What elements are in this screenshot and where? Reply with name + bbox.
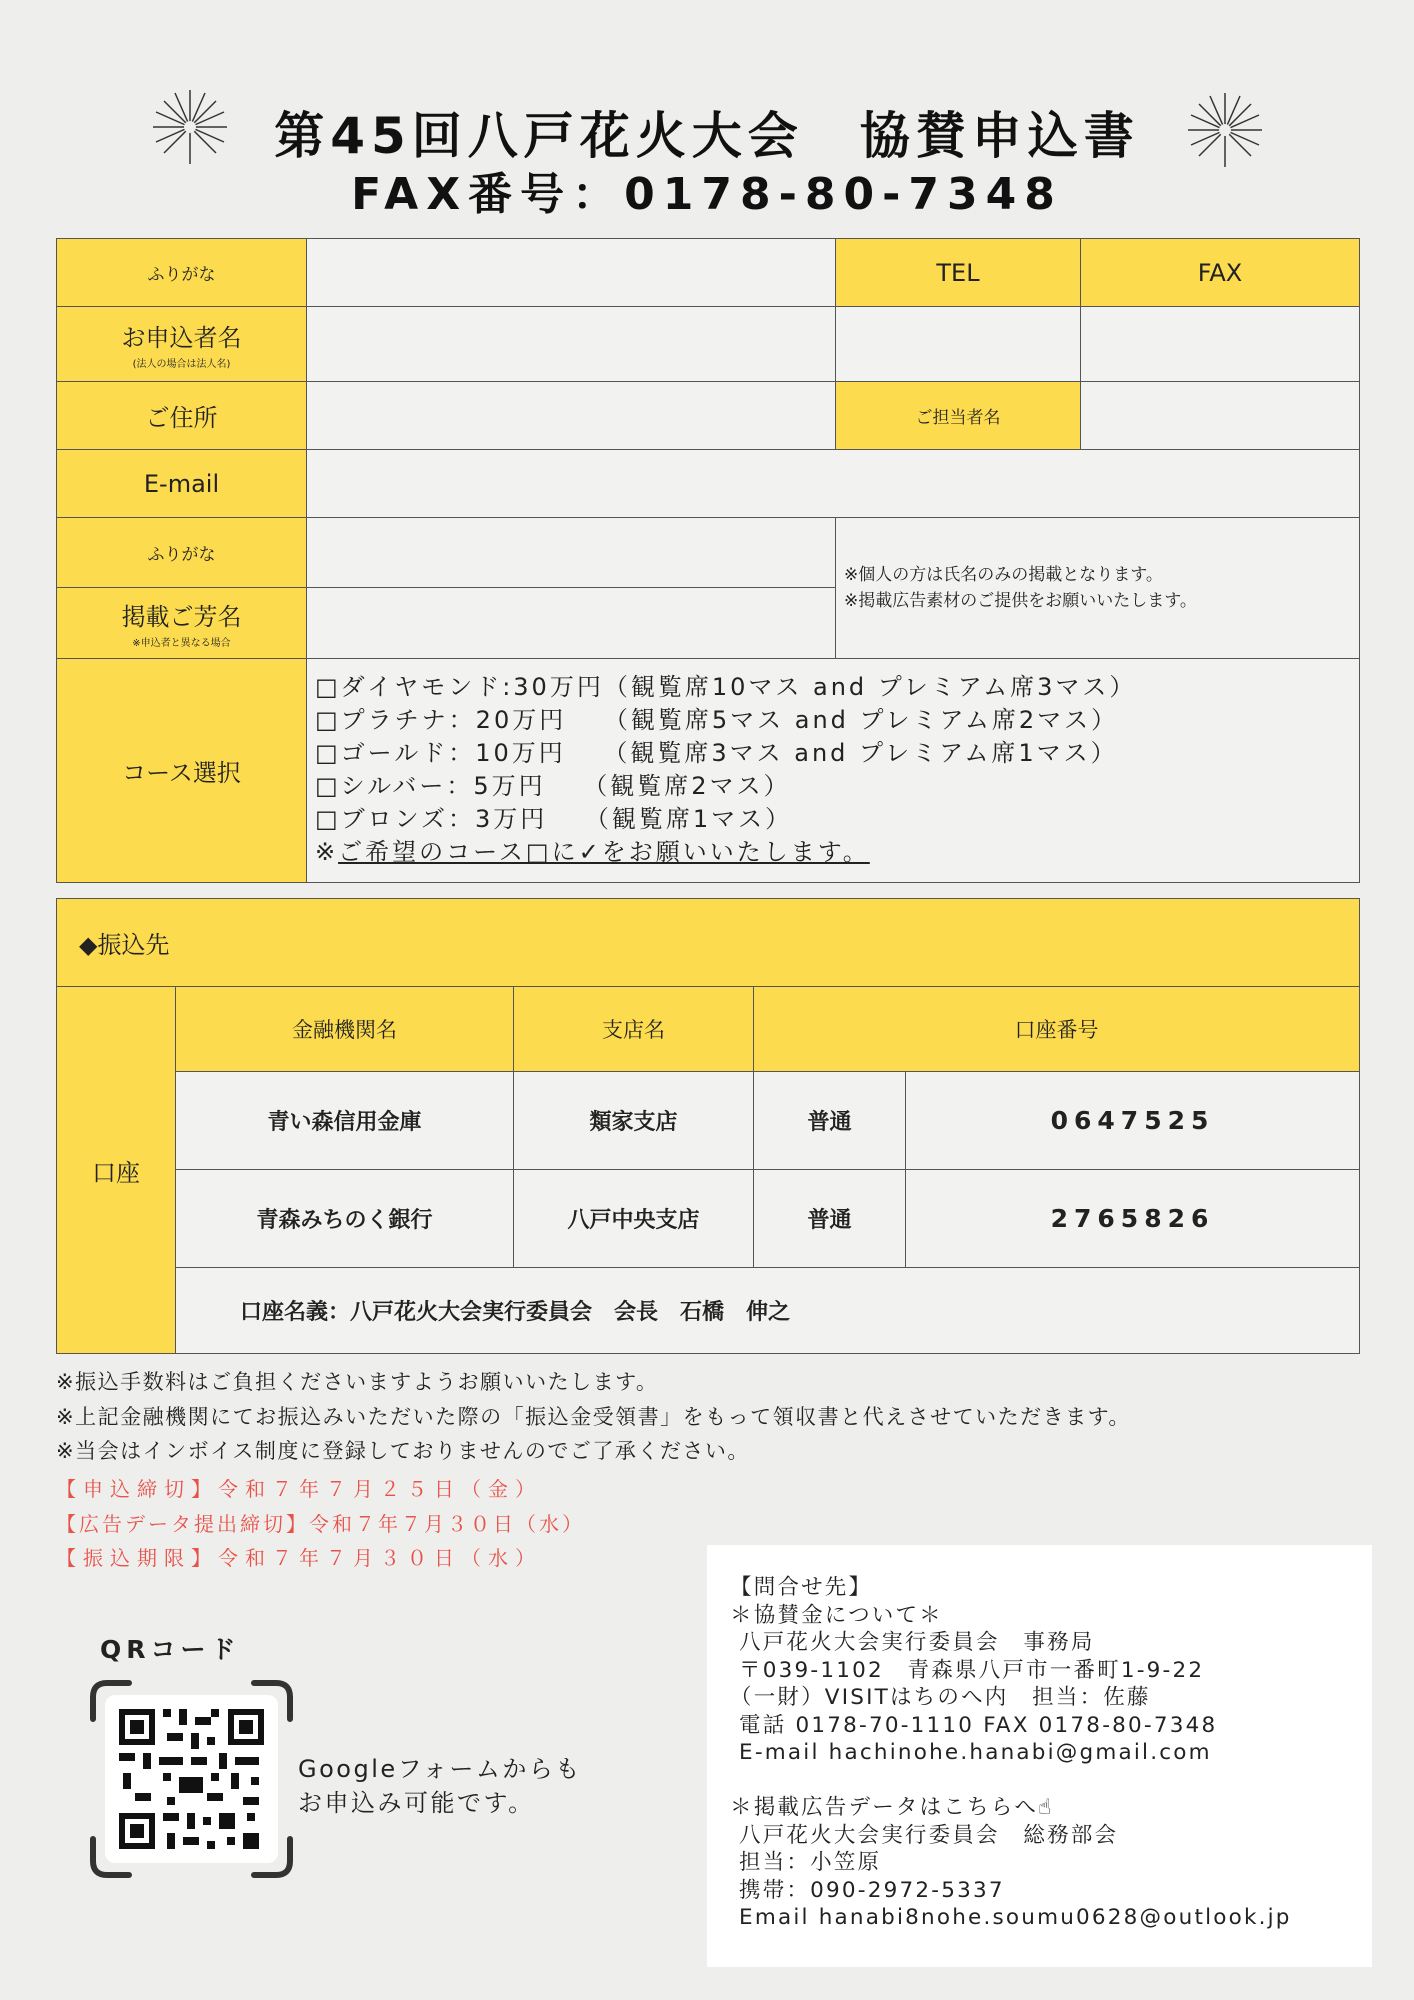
page-title: 第45回八戸花火大会 協賛申込書 bbox=[274, 107, 1140, 165]
bank-name: 青い森信用金庫 bbox=[176, 1072, 514, 1170]
table-row bbox=[57, 1170, 1360, 1268]
google-form-line-1: Googleフォームからも bbox=[298, 1755, 582, 1783]
course-options bbox=[307, 659, 1360, 883]
fax-field[interactable] bbox=[1081, 307, 1360, 382]
tel-field[interactable] bbox=[836, 307, 1081, 382]
course-option-diamond[interactable]: □ダイヤモンド:30万円（観覧席10マス and プレミアム席3マス） bbox=[315, 673, 1137, 701]
bank-col-header: 金融機関名 bbox=[176, 987, 514, 1072]
account-holder: 口座名義：八戸花火大会実行委員会 会長 石橋 伸之 bbox=[176, 1268, 1360, 1354]
number-col-header: 口座番号 bbox=[754, 987, 1360, 1072]
listing-field[interactable] bbox=[307, 588, 836, 659]
applicant-label-text: お申込者名 bbox=[121, 324, 242, 352]
deadline-application: 【申込締切】令和７年７月２５日（金） bbox=[56, 1477, 542, 1501]
furigana-label: ふりがな bbox=[57, 239, 307, 307]
contact-box: 【問合せ先】 ＊協賛金について＊ 八戸花火大会実行委員会 事務局 〒039-1102 青森県八戸市一番町1-9-22 （一財）VISITはちのへ内 担当：佐藤 電話 0178-70-1110 FAX 0178-80-7348 E-mail hachinohe.hanabi@gmail.com ＊掲載広告データはこちらへ☝ 八戸花火大会実行委員会 総務部会 担当：小笠原 携帯：090-2972-5337 Email hanabi8nohe.soumu0628@outlook.jp bbox=[707, 1545, 1372, 1967]
course-label: コース選択 bbox=[57, 659, 307, 883]
course-option-gold[interactable]: □ゴールド：10万円 （観覧席3マス and プレミアム席1マス） bbox=[315, 739, 1118, 767]
address-label: ご住所 bbox=[57, 382, 307, 450]
table-row bbox=[57, 1072, 1360, 1170]
email-field[interactable] bbox=[307, 450, 1360, 518]
note-line: ※振込手数料はご負担くださいますようお願いいたします。 bbox=[56, 1370, 659, 1394]
course-option-platinum[interactable]: □プラチナ：20万円 （観覧席5マス and プレミアム席2マス） bbox=[315, 706, 1119, 734]
furigana-field[interactable] bbox=[307, 239, 836, 307]
notes-block bbox=[56, 1365, 1131, 1469]
applicant-sub-label: (法人の場合は法人名) bbox=[132, 359, 231, 370]
fax-number-title: FAX番号：0178-80-7348 bbox=[351, 169, 1063, 220]
applicant-field[interactable] bbox=[307, 307, 836, 382]
transfer-heading: ◆振込先 bbox=[57, 899, 1360, 987]
application-form bbox=[56, 238, 1360, 883]
contact-person-field[interactable] bbox=[1081, 382, 1360, 450]
deadline-ad-data: 【広告データ提出締切】令和７年７月３０日（水） bbox=[56, 1511, 585, 1536]
account-label: 口座 bbox=[57, 987, 176, 1354]
branch-name: 八戸中央支店 bbox=[514, 1170, 754, 1268]
furigana2-field[interactable] bbox=[307, 518, 836, 588]
firework-icon bbox=[145, 82, 235, 172]
bank-name: 青森みちのく銀行 bbox=[176, 1170, 514, 1268]
listing-label bbox=[57, 588, 307, 659]
deadline-transfer: 【振込期限】令和７年７月３０日（水） bbox=[56, 1546, 542, 1570]
applicant-label bbox=[57, 307, 307, 382]
note-line: ※上記金融機関にてお振込みいただいた際の「振込金受領書」をもって領収書と代えさせていただきます。 bbox=[56, 1404, 1131, 1429]
course-option-bronze[interactable]: □ブロンズ：3万円 （観覧席1マス） bbox=[315, 805, 793, 833]
course-option-silver[interactable]: □シルバー：5万円 （観覧席2マス） bbox=[315, 772, 791, 800]
listing-sub-label: ※申込者と異なる場合 bbox=[132, 638, 231, 649]
fax-label: FAX bbox=[1081, 239, 1360, 307]
note-line: ※当会はインボイス制度に登録しておりませんのでご了承ください。 bbox=[56, 1439, 750, 1463]
account-type: 普通 bbox=[754, 1170, 906, 1268]
furigana2-label: ふりがな bbox=[57, 518, 307, 588]
firework-icon bbox=[1180, 85, 1270, 175]
course-note: ※ご希望のコース□に✓をお願いいたします。 bbox=[315, 838, 870, 866]
listing-note-2: ※掲載広告素材のご提供をお願いいたします。 bbox=[844, 591, 1197, 611]
account-number: 2765826 bbox=[906, 1170, 1360, 1268]
account-number: 0647525 bbox=[906, 1072, 1360, 1170]
qr-code-icon[interactable] bbox=[89, 1679, 294, 1879]
email-label: E-mail bbox=[57, 450, 307, 518]
tel-label: TEL bbox=[836, 239, 1081, 307]
listing-label-text: 掲載ご芳名 bbox=[121, 603, 242, 631]
branch-name: 類家支店 bbox=[514, 1072, 754, 1170]
account-type: 普通 bbox=[754, 1072, 906, 1170]
transfer-table bbox=[56, 898, 1360, 1354]
address-field[interactable] bbox=[307, 382, 836, 450]
google-form-note bbox=[298, 1752, 582, 1820]
deadlines-block bbox=[56, 1472, 585, 1576]
listing-notes bbox=[836, 518, 1360, 659]
listing-note-1: ※個人の方は氏名のみの掲載となります。 bbox=[844, 565, 1163, 585]
qr-label: QRコード bbox=[100, 1635, 241, 1664]
branch-col-header: 支店名 bbox=[514, 987, 754, 1072]
contact-person-label: ご担当者名 bbox=[836, 382, 1081, 450]
google-form-line-2: お申込み可能です。 bbox=[298, 1789, 535, 1817]
